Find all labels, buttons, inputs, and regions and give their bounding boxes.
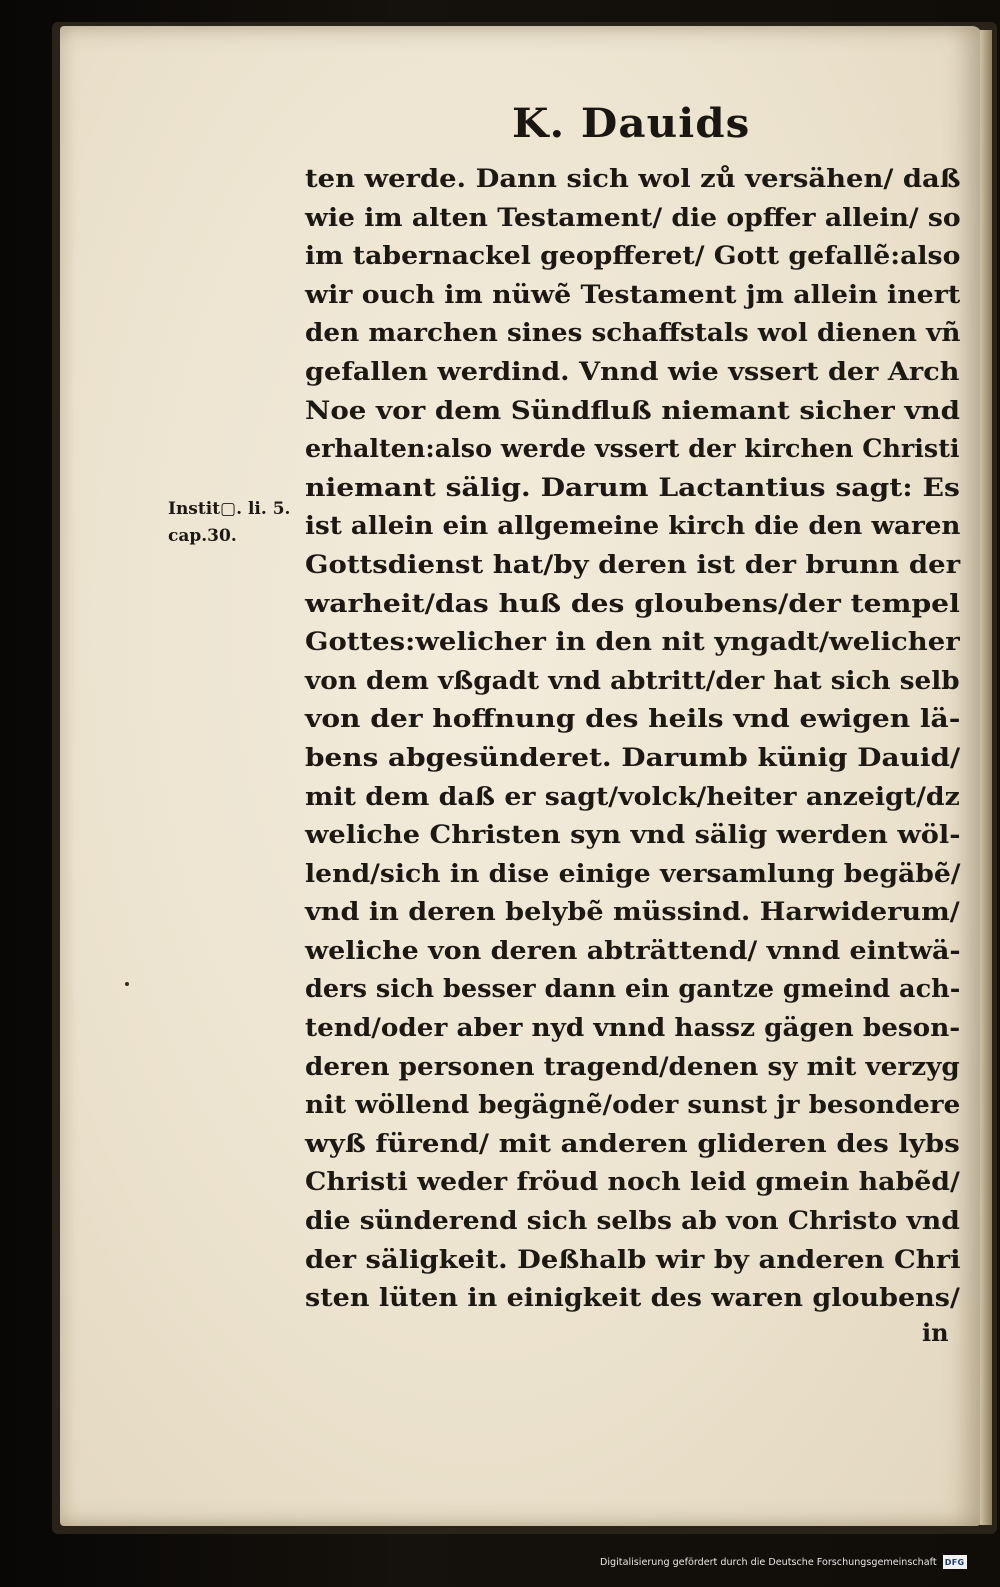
text-line: ten werde. Dann sich wol zů versähen/ daß — [305, 164, 961, 194]
text-line: wyß fürend/ mit anderen glideren des lybs — [305, 1128, 960, 1159]
text-line: warheit/das huß des gloubens/der tempel — [305, 588, 960, 619]
text-line: von der hoffnung des heils vnd ewigen lä- — [305, 704, 961, 735]
text-line: der säligkeit. Deßhalb wir by anderen Chri — [305, 1244, 961, 1275]
text-line: nit wöllend begägnẽ/oder sunst jr besondere — [305, 1090, 961, 1121]
dfg-logo: DFG — [943, 1555, 967, 1569]
text-line: den marchen sines schaffstals wol dienen vñ — [305, 318, 961, 349]
text-line: bens abgesünderet. Darumb künig Dauid/ — [305, 742, 961, 773]
text-line: niemant sälig. Darum Lactantius sagt: Es — [305, 472, 960, 503]
ink-speck — [125, 982, 129, 986]
text-line: erhalten:also werde vssert der kirchen Christi — [305, 434, 960, 465]
text-line: sten lüten in einigkeit des waren gloubens/ — [305, 1283, 960, 1314]
text-line: weliche Christen syn vnd sälig werden wöl- — [305, 820, 961, 851]
running-title: K. Dauids — [512, 100, 751, 147]
footer-credit: Digitalisierung gefördert durch die Deutsche Forschungsgemeinschaft — [600, 1556, 937, 1568]
text-line: Christi weder fröud noch leid gmein habẽd/ — [305, 1167, 960, 1198]
footer — [600, 1551, 967, 1573]
text-line: ders sich besser dann ein gantze gmeind ach- — [305, 974, 961, 1005]
text-line: deren personen tragend/denen sy mit verzyg — [305, 1051, 960, 1082]
marginal-note-line-2: cap.30. — [168, 526, 237, 546]
text-line: Noe vor dem Sündfluß niemant sicher vnd — [305, 395, 960, 426]
text-line: Gottsdienst hat/by deren ist der brunn der — [305, 549, 961, 580]
marginal-note — [168, 496, 290, 550]
body-text — [305, 160, 965, 1318]
text-line: vnd in deren belybẽ müssind. Harwiderum/ — [305, 897, 960, 928]
text-line: die sünderend sich selbs ab von Christo vnd — [305, 1206, 960, 1237]
text-line: ist allein ein allgemeine kirch die den waren — [305, 511, 961, 542]
text-line: lend/sich in dise einige versamlung begäbẽ/ — [305, 858, 961, 889]
marginal-note-line-1: Instit▢. li. 5. — [168, 499, 291, 519]
text-line: Gottes:welicher in den nit yngadt/welicher — [305, 627, 960, 658]
text-line: wie im alten Testament/ die opffer allein/ so — [305, 202, 961, 233]
text-line: wir ouch im nüwẽ Testament jm allein inert — [305, 279, 961, 310]
text-line: tend/oder aber nyd vnnd hassz gägen beson- — [305, 1013, 961, 1044]
text-line: gefallen werdind. Vnnd wie vssert der Arch — [305, 356, 960, 387]
text-line: von dem vßgadt vnd abtritt/der hat sich selb — [305, 665, 960, 696]
text-line: mit dem daß er sagt/volck/heiter anzeigt/dz — [305, 781, 960, 812]
text-line: im tabernackel geopfferet/ Gott gefallẽ:also — [305, 241, 961, 272]
text-line: weliche von deren abträttend/ vnnd eintwä- — [305, 935, 961, 966]
catchword: in — [922, 1318, 949, 1347]
